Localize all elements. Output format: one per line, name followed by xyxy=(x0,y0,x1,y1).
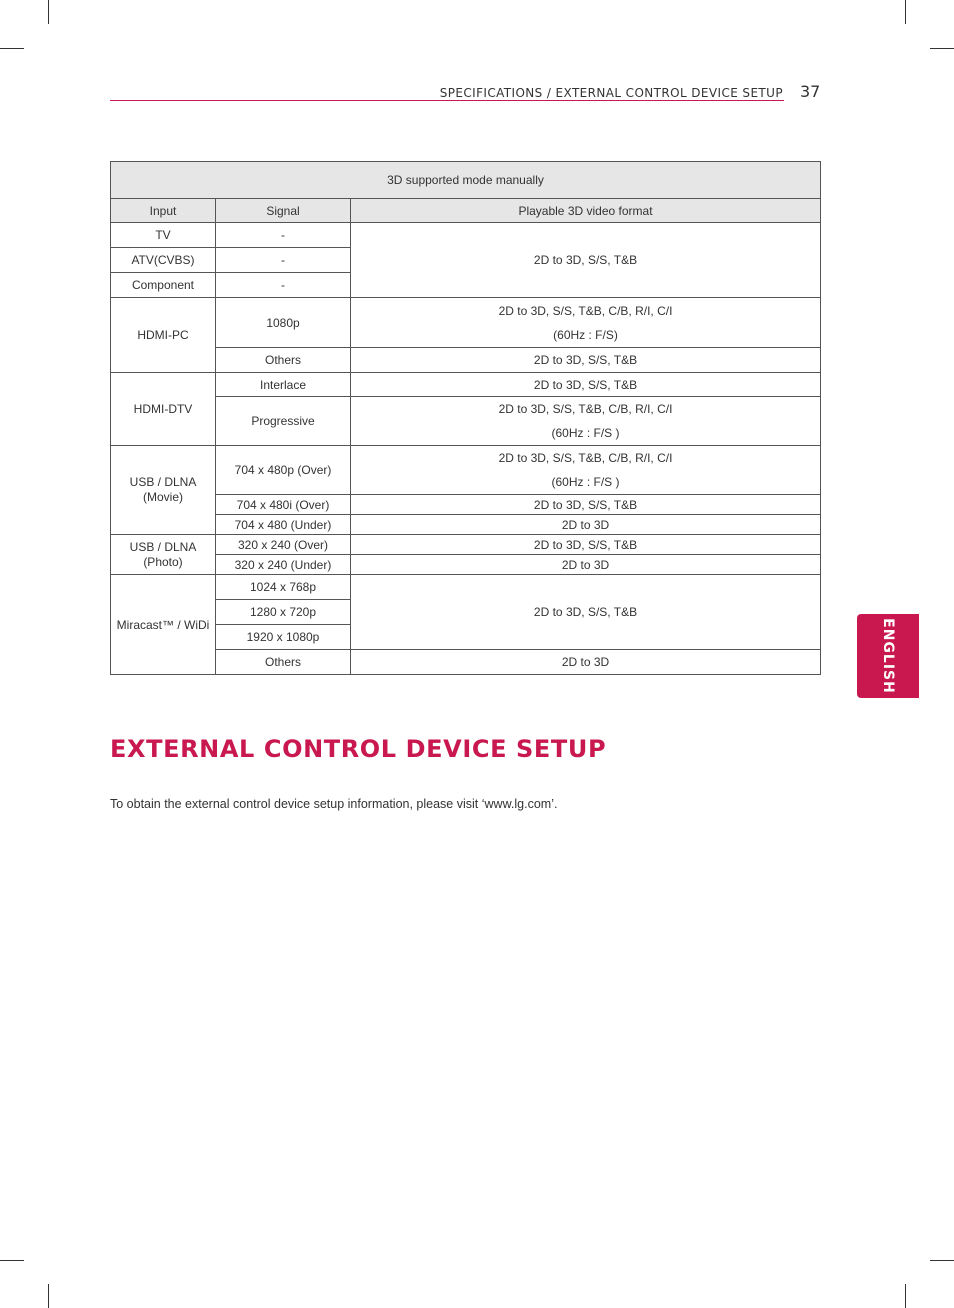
table-row xyxy=(111,397,821,446)
format-line: 2D to 3D, S/S, T&B, C/B, R/I, C/I xyxy=(498,402,673,416)
signal-cell: 704 x 480 (Under) xyxy=(216,515,351,535)
crop-mark xyxy=(0,1260,24,1261)
table-row xyxy=(111,515,821,535)
signal-cell: Progressive xyxy=(216,397,351,446)
format-cell: 2D to 3D, S/S, T&B xyxy=(351,373,821,397)
format-cell xyxy=(351,446,821,495)
format-line: (60Hz : F/S ) xyxy=(551,426,620,440)
format-line: 2D to 3D, S/S, T&B, C/B, R/I, C/I xyxy=(498,451,673,465)
signal-cell: 1080p xyxy=(216,298,351,348)
header-input: Input xyxy=(111,199,216,223)
table-row xyxy=(111,650,821,675)
signal-cell: 320 x 240 (Over) xyxy=(216,535,351,555)
table-row xyxy=(111,373,821,397)
section-body: To obtain the external control device setup information, please visit ‘www.lg.com’. xyxy=(110,797,558,811)
input-cell: HDMI-PC xyxy=(111,298,216,373)
3d-mode-table xyxy=(110,161,821,675)
table-row xyxy=(111,535,821,555)
crop-mark xyxy=(48,0,49,24)
running-header: SPECIFICATIONS / EXTERNAL CONTROL DEVICE SETUP xyxy=(439,86,783,100)
format-line: 2D to 3D, S/S, T&B, C/B, R/I, C/I xyxy=(498,303,673,318)
header-signal: Signal xyxy=(216,199,351,223)
table-row xyxy=(111,223,821,248)
signal-cell: 1920 x 1080p xyxy=(216,625,351,650)
table-row xyxy=(111,298,821,348)
format-cell xyxy=(351,298,821,348)
table-header-row xyxy=(111,199,821,223)
format-cell: 2D to 3D xyxy=(351,650,821,675)
crop-mark xyxy=(905,0,906,24)
input-cell: Component xyxy=(111,273,216,298)
crop-mark xyxy=(0,48,24,49)
input-cell: ATV(CVBS) xyxy=(111,248,216,273)
signal-cell: Interlace xyxy=(216,373,351,397)
signal-cell: 704 x 480i (Over) xyxy=(216,495,351,515)
format-cell: 2D to 3D, S/S, T&B xyxy=(351,535,821,555)
header-rule xyxy=(110,100,784,101)
table-row xyxy=(111,495,821,515)
format-cell: 2D to 3D, S/S, T&B xyxy=(351,223,821,298)
signal-cell: 320 x 240 (Under) xyxy=(216,555,351,575)
format-cell: 2D to 3D xyxy=(351,515,821,535)
crop-mark xyxy=(48,1284,49,1308)
input-cell: HDMI-DTV xyxy=(111,373,216,446)
language-tab-label: ENGLISH xyxy=(880,618,897,694)
format-line: (60Hz : F/S ) xyxy=(551,475,620,489)
input-line: USB / DLNA xyxy=(129,475,197,489)
signal-cell: - xyxy=(216,273,351,298)
format-line: (60Hz : F/S) xyxy=(553,327,618,342)
format-cell: 2D to 3D, S/S, T&B xyxy=(351,348,821,373)
section-title: EXTERNAL CONTROL DEVICE SETUP xyxy=(110,735,607,763)
signal-cell: Others xyxy=(216,348,351,373)
page-number: 37 xyxy=(800,82,821,101)
signal-cell: - xyxy=(216,248,351,273)
crop-mark xyxy=(930,48,954,49)
crop-mark xyxy=(930,1260,954,1261)
format-cell: 2D to 3D, S/S, T&B xyxy=(351,575,821,650)
table-title-row xyxy=(111,162,821,199)
input-line: (Photo) xyxy=(143,554,183,569)
signal-cell: - xyxy=(216,223,351,248)
table-title: 3D supported mode manually xyxy=(111,162,821,199)
table-row xyxy=(111,555,821,575)
table-row xyxy=(111,575,821,600)
format-cell xyxy=(351,397,821,446)
header-format: Playable 3D video format xyxy=(351,199,821,223)
input-cell: TV xyxy=(111,223,216,248)
input-cell xyxy=(111,446,216,535)
crop-mark xyxy=(905,1284,906,1308)
signal-cell: Others xyxy=(216,650,351,675)
input-line: (Movie) xyxy=(142,490,183,504)
input-line: USB / DLNA xyxy=(129,539,197,554)
input-cell xyxy=(111,535,216,575)
signal-cell: 704 x 480p (Over) xyxy=(216,446,351,495)
signal-cell: 1024 x 768p xyxy=(216,575,351,600)
signal-cell: 1280 x 720p xyxy=(216,600,351,625)
language-tab xyxy=(857,614,919,698)
format-cell: 2D to 3D xyxy=(351,555,821,575)
format-cell: 2D to 3D, S/S, T&B xyxy=(351,495,821,515)
input-cell: Miracast™ / WiDi xyxy=(111,575,216,675)
table-row xyxy=(111,348,821,373)
table-row xyxy=(111,446,821,495)
